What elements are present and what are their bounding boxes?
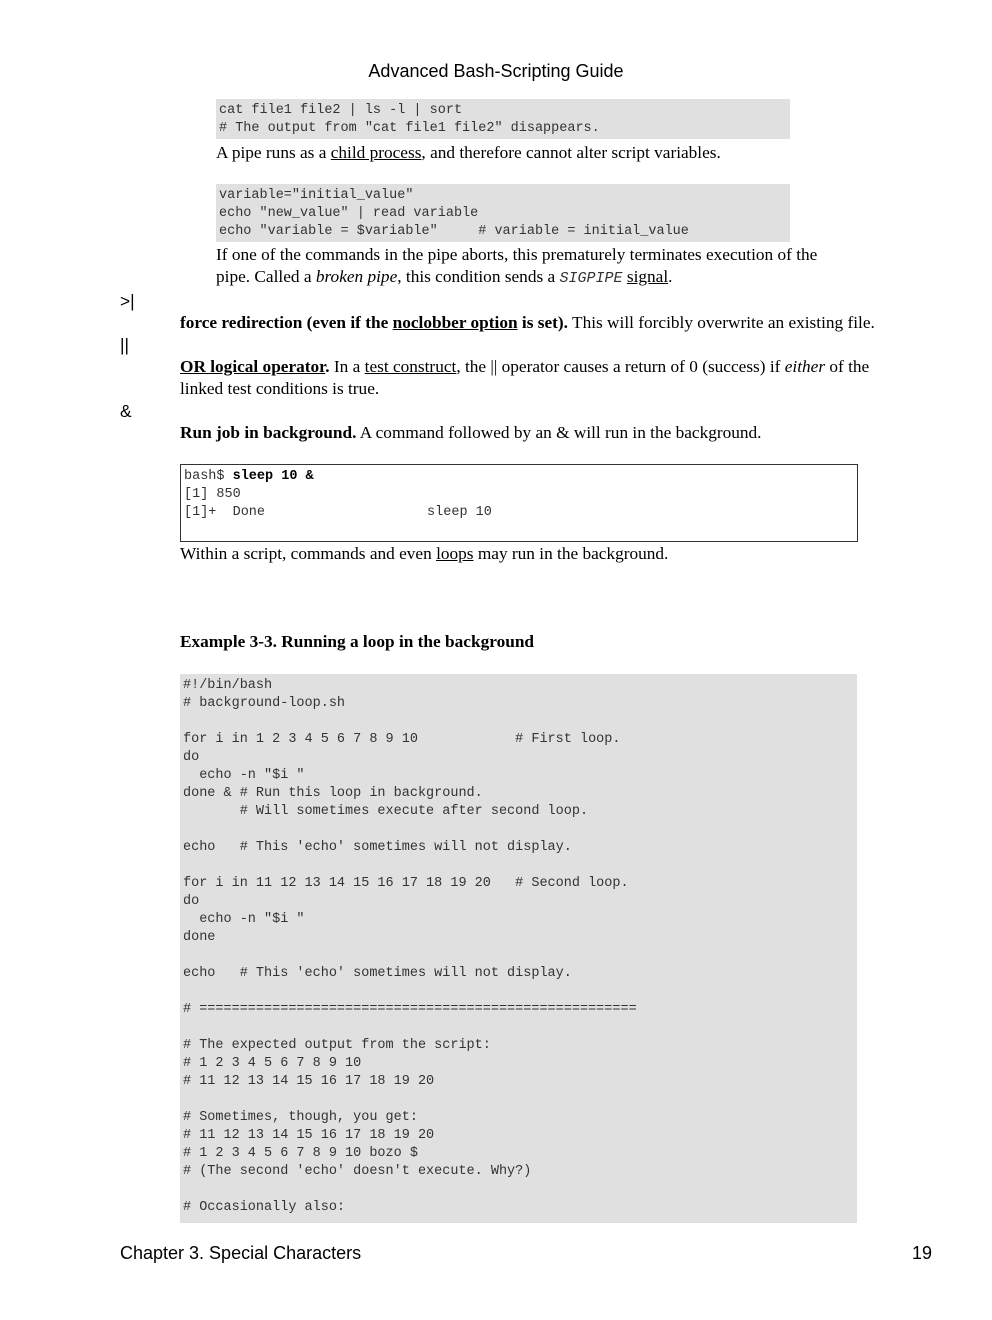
- text: This will forcibly overwrite an existing file.: [568, 313, 875, 332]
- emphasis-either: either: [784, 357, 826, 376]
- text: .: [325, 357, 330, 376]
- paragraph-broken-pipe: [216, 244, 817, 290]
- text: force redirection (even if the: [180, 313, 393, 332]
- footer-chapter: Chapter 3. Special Characters: [120, 1243, 362, 1263]
- term-or-operator: ||: [120, 335, 129, 355]
- text: Within a script, commands and even: [180, 544, 437, 563]
- link-noclobber-option[interactable]: noclobber option: [392, 313, 518, 332]
- definition-or-operator: [180, 356, 869, 400]
- term-ampersand: &: [120, 401, 132, 421]
- text: , and therefore cannot alter script variables.: [421, 143, 721, 162]
- code-block-read-variable: variable="initial_value" echo "new_value" | read variable echo "variable = $variable" # variable = initial_value: [216, 184, 790, 242]
- text: of the: [825, 357, 870, 376]
- text: , this condition sends a: [397, 267, 560, 286]
- definition-force-redirection: [180, 312, 875, 334]
- text: may run in the background.: [473, 544, 669, 563]
- text: A command followed by an & will run in the background.: [356, 423, 762, 442]
- text: , the || operator causes a return of 0 (success) if: [456, 357, 785, 376]
- term-force-redirection: >|: [120, 291, 135, 311]
- command: sleep 10 &: [232, 469, 314, 484]
- term-broken-pipe: broken pipe: [315, 267, 398, 286]
- page-number: 19: [911, 1243, 932, 1263]
- text: .: [668, 267, 673, 286]
- code-block-pipe-sort: cat file1 file2 | ls -l | sort # The output from "cat file1 file2" disappears.: [216, 99, 790, 139]
- text: A pipe runs as a: [216, 143, 331, 162]
- text: In a: [329, 357, 365, 376]
- link-signal[interactable]: signal: [626, 267, 669, 286]
- link-child-process[interactable]: child process: [330, 143, 422, 162]
- prompt: bash$: [184, 469, 233, 484]
- example-title: Example 3-3. Running a loop in the background: [180, 632, 535, 651]
- text-line2: linked test conditions is true.: [180, 379, 380, 398]
- text: is set).: [517, 313, 568, 332]
- output: [1] 850 [1]+ Done sleep 10: [184, 487, 492, 520]
- text: pipe. Called a: [216, 267, 316, 286]
- paragraph-loops-background: [180, 543, 668, 565]
- sigpipe-name: SIGPIPE: [559, 270, 623, 287]
- running-header: Advanced Bash-Scripting Guide: [368, 61, 624, 81]
- definition-title: Run job in background.: [180, 423, 357, 442]
- text-line1: If one of the commands in the pipe aborts, this prematurely terminates execution of the: [216, 245, 818, 264]
- definition-background-job: [180, 422, 762, 444]
- code-block-sleep: [180, 464, 858, 542]
- link-test-construct[interactable]: test construct: [364, 357, 457, 376]
- code-block-background-loop: #!/bin/bash # background-loop.sh for i in 1 2 3 4 5 6 7 8 9 10 # First loop. do echo -n "$i " done & # Run this loop in background. # Will sometimes execute after second loop. echo # This 'echo' sometimes will not display. for i in 11 12 13 14 15 16 17 18 19 20 # Second loop. do echo -n "$i " done echo # This 'echo' sometimes will not display. # ====================================================== # The expected output from the script: # 1 2 3 4 5 6 7 8 9 10 # 11 12 13 14 15 16 17 18 19 20 # Sometimes, though, you get: # 11 12 13 14 15 16 17 18 19 20 # 1 2 3 4 5 6 7 8 9 10 bozo $ # (The second 'echo' doesn't execute. Why?) # Occasionally also:: [180, 674, 857, 1223]
- paragraph-pipe-child-process: [216, 142, 721, 164]
- link-or-logical-operator[interactable]: OR logical operator: [180, 357, 326, 376]
- link-loops[interactable]: loops: [436, 544, 474, 563]
